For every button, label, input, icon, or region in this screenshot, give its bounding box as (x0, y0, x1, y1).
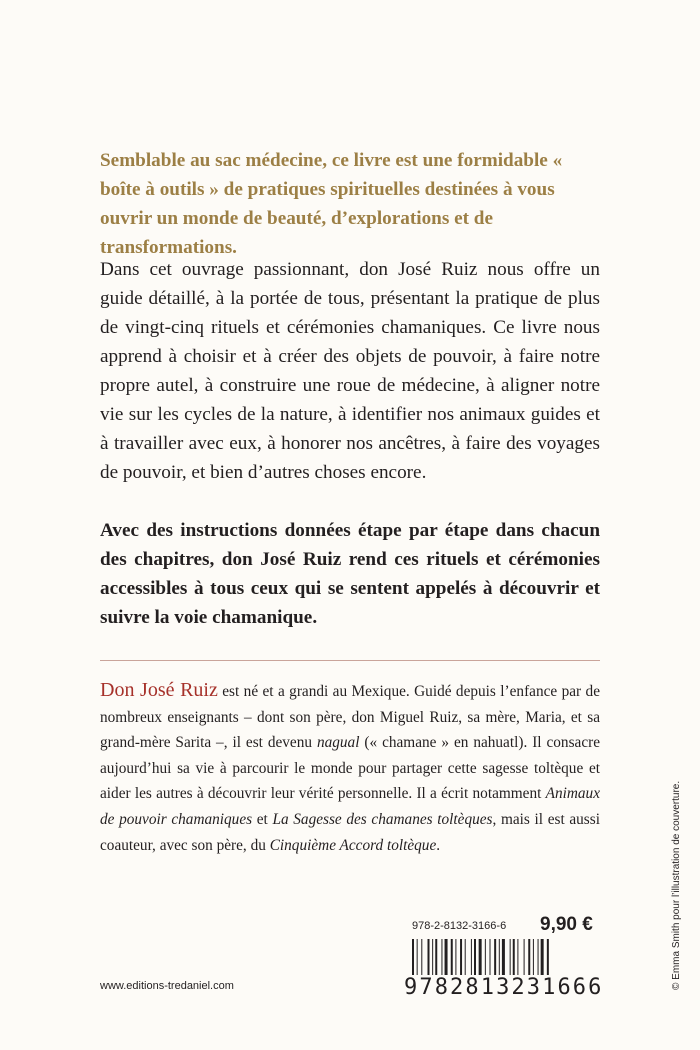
bio-book-1: Animaux de pouvoir chamaniques (100, 785, 600, 828)
publisher-website: www.editions-tredaniel.com (100, 980, 234, 992)
description-paragraph: Dans cet ouvrage passionnant, don José Ruiz nous offre un guide détaillé, à la portée de tous, présentant la pratique de plus de vingt-cinq rituels et cérémonies chamaniques. Ce livre nous apprend à choisir et à créer des objets de pouvoir, à faire notre propre autel, à construire une roue de médecine, à aligner notre vie sur les cycles de la nature, à identifier nos animaux guides et à travailler avec eux, à honorer nos ancêtres, à faire des voyages de pouvoir, et bien d’autres choses encore. (100, 259, 600, 483)
author-name: Don José Ruiz (100, 679, 218, 701)
bio-text-1: est né et a grandi au Mexique. Guidé depuis l’enfance par de nombreux enseignants – dont son père, don Miguel Ruiz, sa mère, Maria, et sa grand-mère Sarita –, il est devenu (100, 683, 600, 752)
section-divider (100, 660, 600, 661)
cover-credit: © Emma Smith pour l’illustration de couverture. (671, 780, 682, 990)
bio-term: nagual (316, 734, 360, 752)
bio-book-2: La Sagesse des chamanes toltèques (272, 810, 493, 828)
barcode-digits: 9782813231666 (404, 975, 604, 1000)
intro-paragraph: Semblable au sac médecine, ce livre est une formidable « boîte à outils » de pratiques spirituelles destinées à vous ouvrir un monde de beauté, d’explorations et de transformations. (100, 150, 563, 258)
bio-text-2: (« chamane » en nahuatl). Il consacre aujourd’hui sa vie à parcourir le monde pour partager cette sagesse toltèque et aider les autres à découvrir leur vérité personnelle. Il a écrit notamment (100, 734, 600, 803)
barcode-block (400, 905, 604, 1015)
bio-book-3: Cinquième Accord toltèque (269, 836, 437, 854)
bio-text-3: et (252, 810, 273, 828)
author-bio (100, 678, 600, 858)
bio-text-4: , mais il est aussi coauteur, avec son père, du (100, 810, 600, 854)
bio-text-5: . (436, 836, 441, 854)
isbn-number: 978-2-8132-3166-6 (412, 920, 507, 932)
price: 9,90 € (540, 914, 593, 935)
emphasis-paragraph: Avec des instructions données étape par étape dans chacun des chapitres, don José Ruiz rend ces rituels et cérémonies accessibles à tous ceux qui se sentent appelés à découvrir et suivre la voie chamanique. (100, 520, 600, 628)
